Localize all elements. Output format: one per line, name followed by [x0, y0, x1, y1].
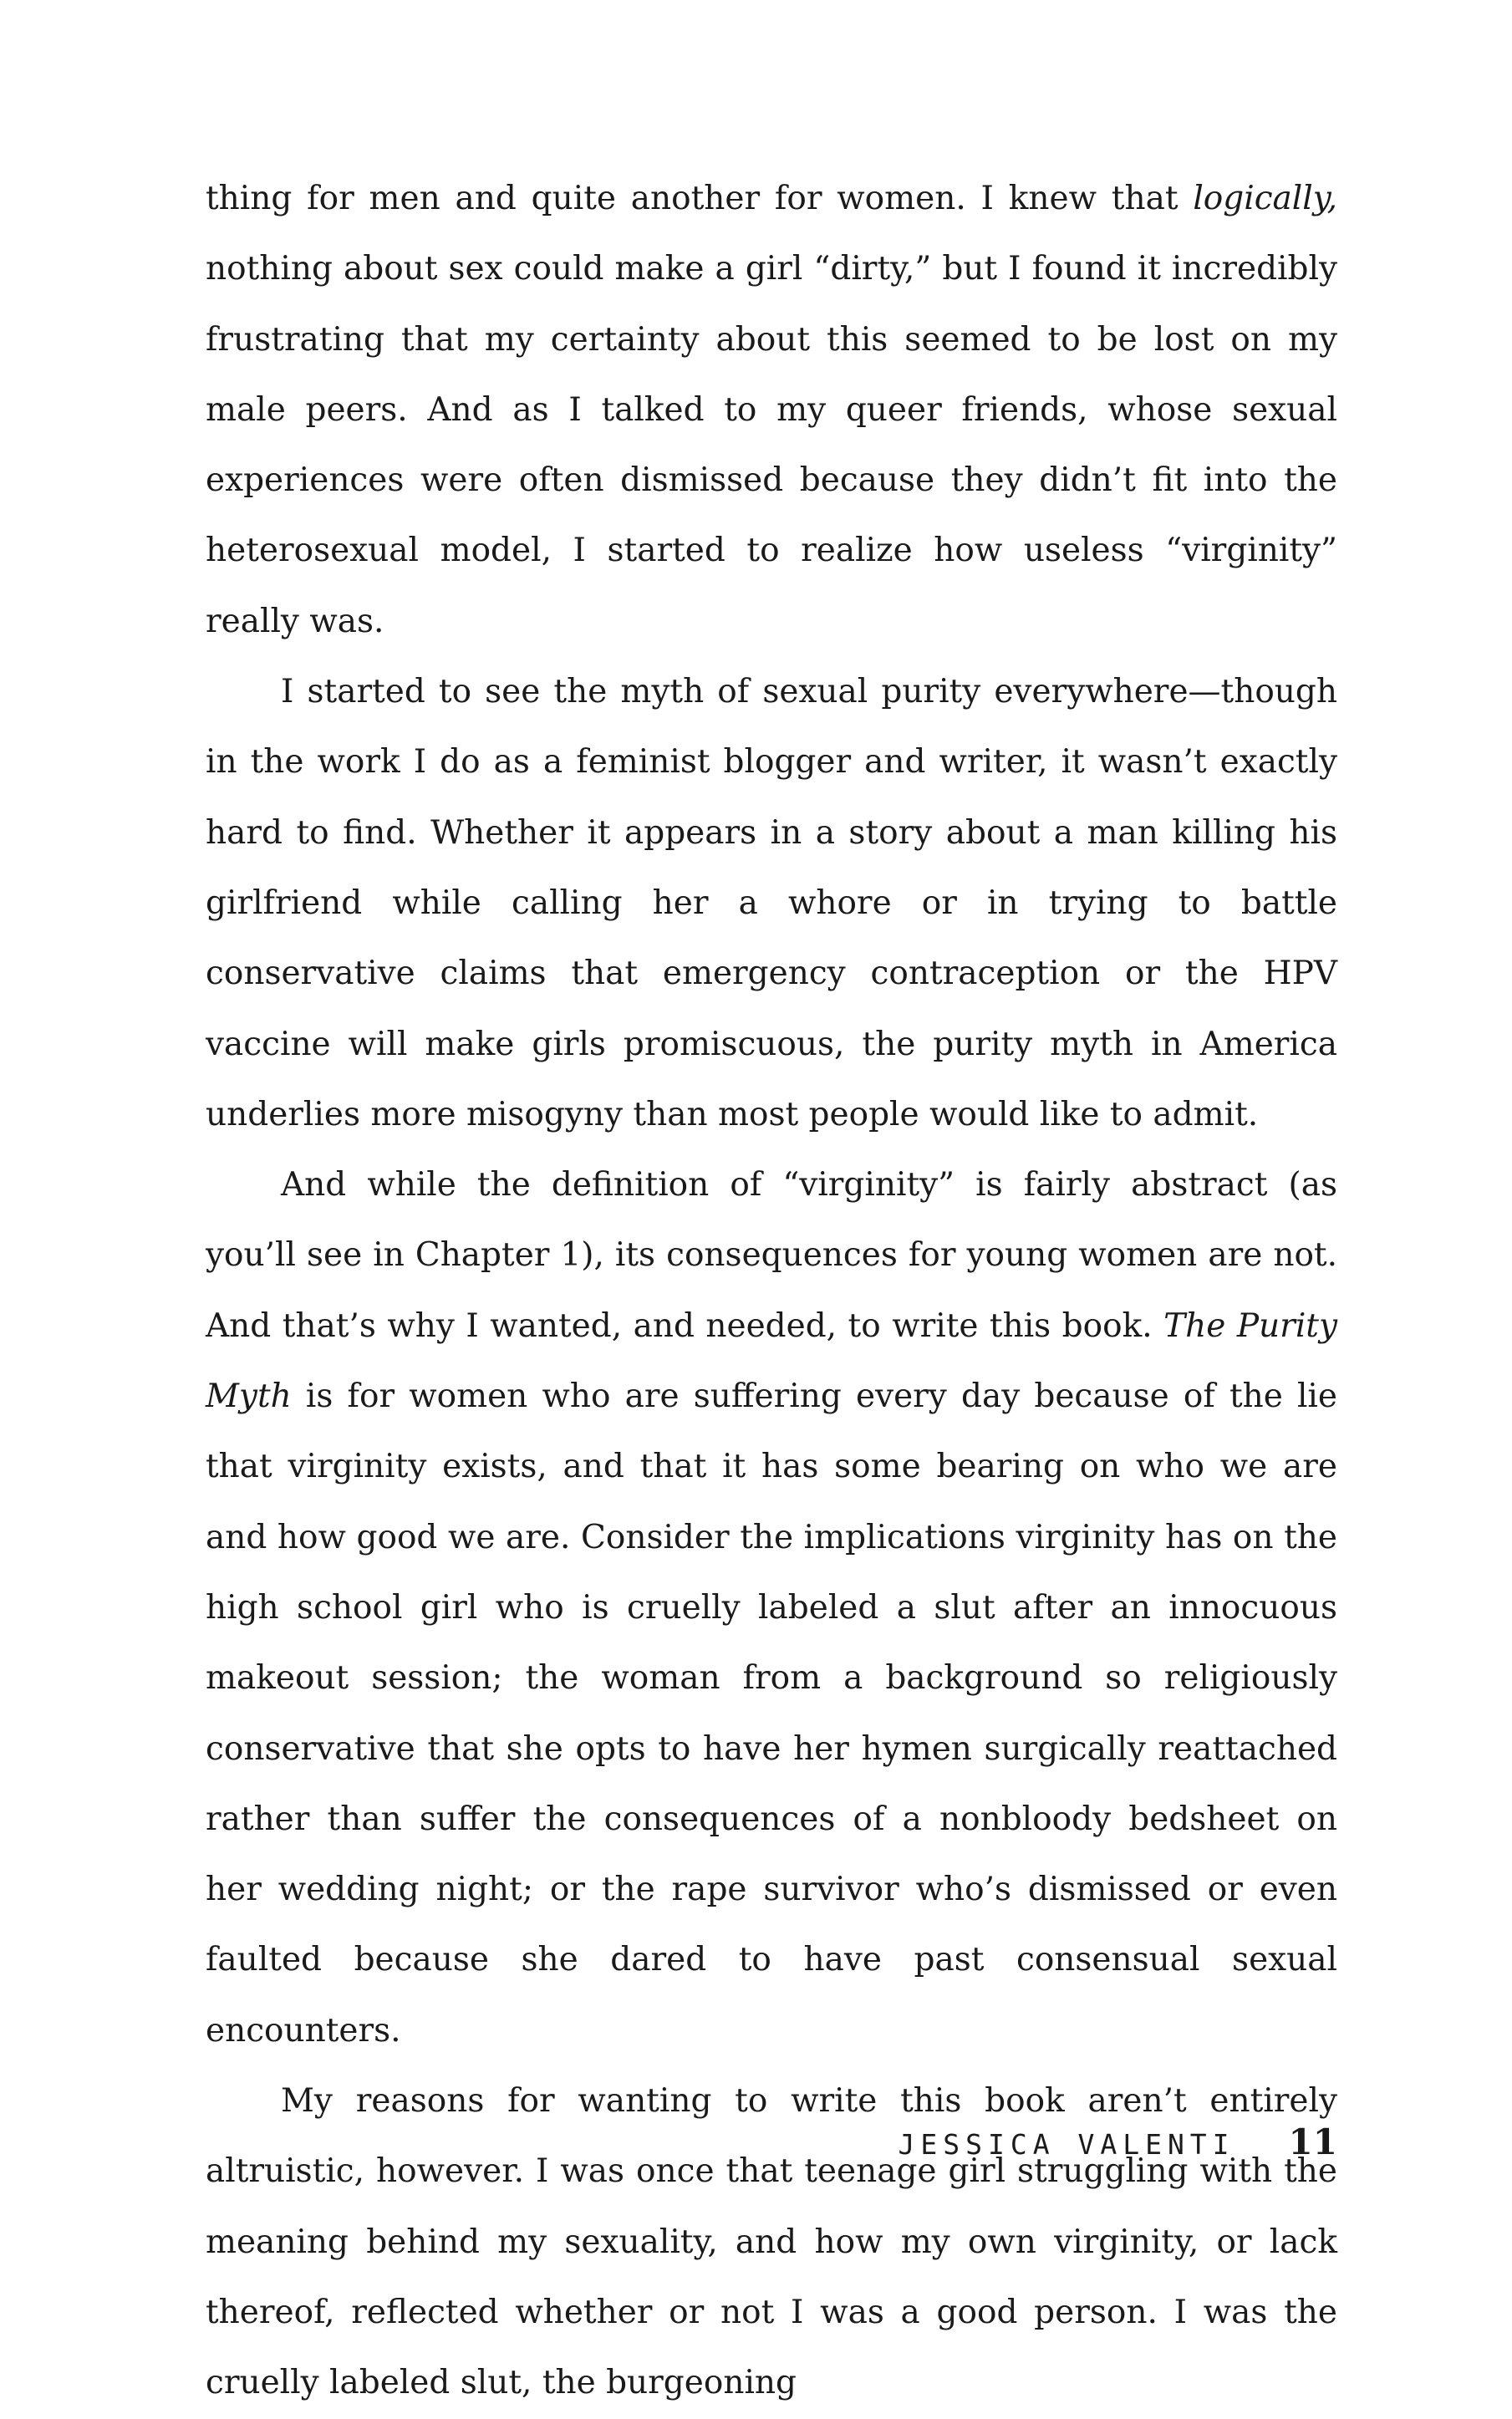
paragraph-4-text: My reasons for wanting to write this book aren’t entirely altruistic, however. I was once that teenage girl struggling with the meaning behind my sexuality, and how my own virginity, or lack thereof, reflected whether or not I was a good person. I was the cruelly labeled slut, the burgeoning	[206, 2082, 1337, 2402]
paragraph-2-text: I started to see the myth of sexual purity everywhere—though in the work I do as a feminist blogger and writer, it wasn’t exactly hard to find. Whether it appears in a story about a man killing his girlfriend while calling her a whore or in trying to battle conservative claims that emergency contraception or the HPV vaccine will make girls promiscuous, the purity myth in America underlies more misogyny than most people would like to admit.	[206, 673, 1337, 1133]
page-number: 11	[1288, 2121, 1337, 2162]
book-page-body	[206, 164, 1337, 2419]
paragraph-3-book-title: The Purity Myth	[206, 1306, 1337, 1416]
paragraph-3-text-b: is for women who are suffering every day because of the lie that virginity exists, and that it has some bearing on who we are and how good we are. Consider the implications virginity has on the high school girl who is cruelly labeled a slut after an innocuous makeout session; the woman from a background so religiously conservative that she opts to have her hymen surgically reattached rather than suffer the consequences of a nonbloody bedsheet on her wedding night; or the rape survivor who’s dismissed or even faulted because she dared to have past consensual sexual encounters.	[206, 1378, 1337, 2050]
paragraph-2	[206, 657, 1337, 1150]
paragraph-1	[206, 164, 1337, 657]
page-footer	[899, 2121, 1337, 2162]
paragraph-1-italic-logically: logically,	[1193, 180, 1337, 217]
paragraph-3	[206, 1150, 1337, 2066]
paragraph-1-text-a: thing for men and quite another for women. I knew that	[206, 180, 1194, 217]
running-head-author: JESSICA VALENTI	[898, 2128, 1235, 2161]
paragraph-1-text-b: nothing about sex could make a girl “dirty,” but I found it incredibly frustrating that my certainty about this seemed to be lost on my male peers. And as I talked to my queer friends, whose sexual experiences were often dismissed because they didn’t fit into the heterosexual model, I started to realize how useless “virginity” really was.	[206, 250, 1337, 640]
paragraph-4	[206, 2066, 1337, 2418]
paragraph-3-text-a: And while the definition of “virginity” is fairly abstract (as you’ll see in Chapter 1), its consequences for young women are not. And that’s why I wanted, and needed, to write this book.	[206, 1166, 1337, 1345]
